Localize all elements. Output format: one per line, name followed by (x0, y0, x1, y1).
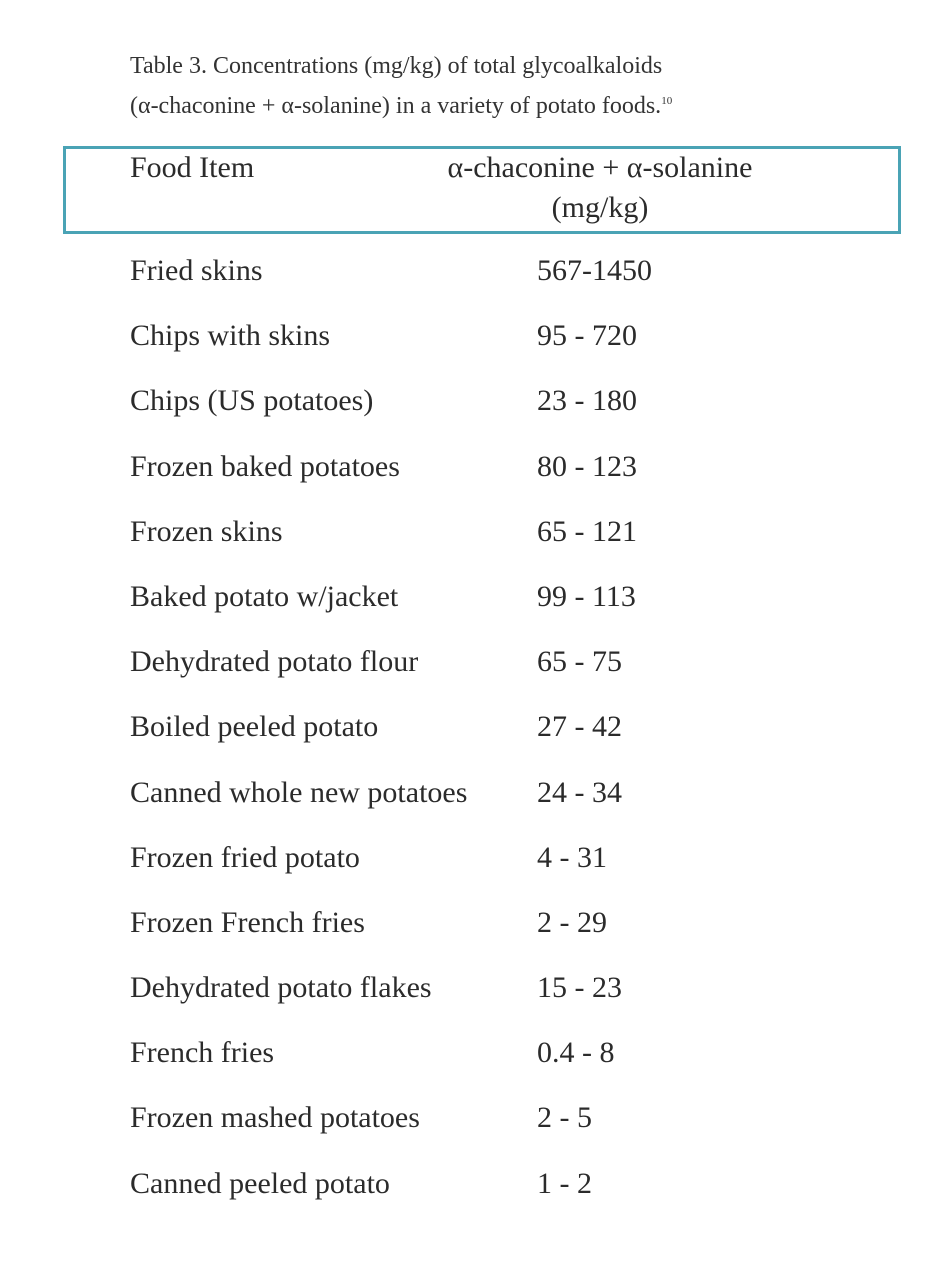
header-concentration-line-2: (mg/kg) (551, 191, 649, 224)
concentration-cell: 4 - 31 (537, 840, 607, 874)
food-item-cell: Canned peeled potato (130, 1166, 390, 1200)
food-item-cell: French fries (130, 1036, 275, 1070)
food-item-cell: Dehydrated potato flakes (130, 971, 432, 1005)
concentration-cell: 27 - 42 (537, 710, 622, 744)
table-row (130, 1097, 890, 1162)
table-row (130, 967, 890, 1032)
food-item-cell: Canned whole new potatoes (130, 775, 468, 809)
table-row (130, 250, 890, 315)
food-item-cell: Frozen skins (130, 514, 283, 548)
concentration-cell: 80 - 123 (537, 449, 637, 483)
table-row (130, 380, 890, 445)
concentration-cell: 15 - 23 (537, 971, 622, 1005)
concentration-cell: 99 - 113 (537, 579, 636, 613)
concentration-cell: 95 - 720 (537, 319, 637, 353)
concentration-cell: 0.4 - 8 (537, 1036, 615, 1070)
food-item-cell: Frozen French fries (130, 905, 365, 939)
header-concentration (400, 148, 800, 228)
table-row (130, 511, 890, 576)
food-item-cell: Boiled peeled potato (130, 710, 379, 744)
table-row (130, 706, 890, 771)
table-row (130, 641, 890, 706)
concentration-cell: 23 - 180 (537, 384, 637, 418)
food-item-cell: Chips with skins (130, 319, 331, 353)
table-row (130, 1163, 890, 1228)
table-row (130, 576, 890, 641)
food-item-cell: Baked potato w/jacket (130, 579, 399, 613)
caption-reference: 10 (661, 95, 673, 107)
table-row (130, 446, 890, 511)
table-row (130, 1032, 890, 1097)
concentration-cell: 24 - 34 (537, 775, 622, 809)
table-row (130, 772, 890, 837)
table-row (130, 315, 890, 380)
header-food-item: Food Item (130, 151, 255, 184)
food-item-cell: Dehydrated potato flour (130, 645, 419, 679)
food-item-cell: Frozen mashed potatoes (130, 1101, 420, 1135)
food-item-cell: Frozen baked potatoes (130, 449, 400, 483)
concentration-cell: 1 - 2 (537, 1166, 592, 1200)
header-concentration-line-1: α-chaconine + α-solanine (447, 151, 753, 184)
table-caption (130, 46, 890, 126)
concentration-cell: 65 - 121 (537, 514, 637, 548)
table-body (130, 250, 890, 1228)
caption-line-2 (130, 86, 890, 126)
concentration-cell: 2 - 5 (537, 1101, 592, 1135)
table-row (130, 902, 890, 967)
caption-line-2-text: (α-chaconine + α-solanine) in a variety of potato foods. (130, 93, 662, 119)
concentration-cell: 65 - 75 (537, 645, 622, 679)
food-item-cell: Frozen fried potato (130, 840, 360, 874)
caption-line-1: Table 3. Concentrations (mg/kg) of total glycoalkaloids (130, 53, 663, 79)
food-item-cell: Chips (US potatoes) (130, 384, 374, 418)
food-item-cell: Fried skins (130, 254, 263, 287)
table-row (130, 837, 890, 902)
concentration-cell: 2 - 29 (537, 905, 607, 939)
concentration-cell: 567-1450 (537, 254, 652, 287)
